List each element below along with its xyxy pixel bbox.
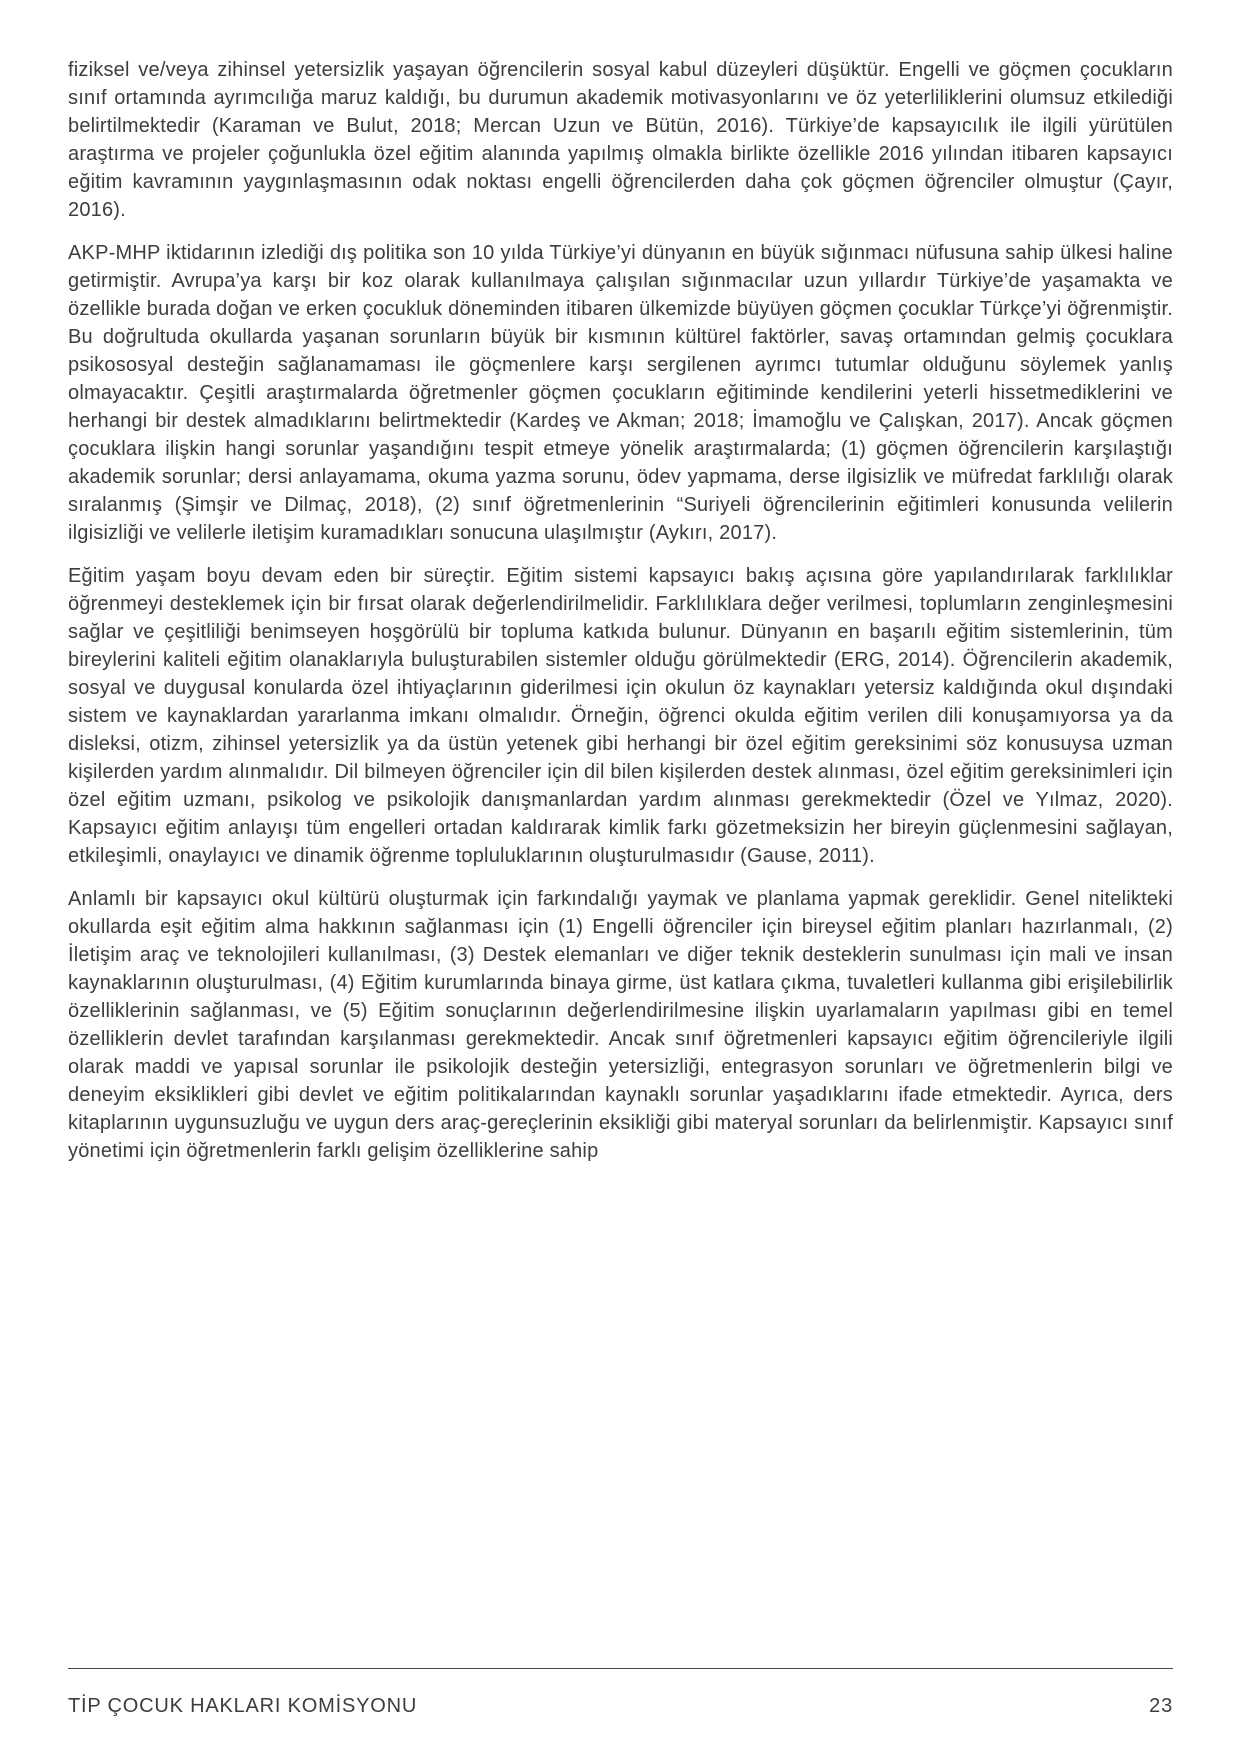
- paragraph: fiziksel ve/veya zihinsel yetersizlik yaşayan öğrencilerin sosyal kabul düzeyleri düşüktür. Engelli ve göçmen çocukların sınıf ortamında ayrımcılığa maruz kaldığı, bu durumun akademik motivasyonlarını ve öz yeterliliklerini olumsuz etkilediği belirtilmektedir (Karaman ve Bulut, 2018; Mercan Uzun ve Bütün, 2016). Türkiye’de kapsayıcılık ile ilgili yürütülen araştırma ve projeler çoğunlukla özel eğitim alanında yapılmış olmakla birlikte özellikle 2016 yılından itibaren kapsayıcı eğitim kavramının yaygınlaşmasının odak noktası engelli öğrencilerden daha çok göçmen öğrenciler olmuştur (Çayır, 2016).: [68, 59, 1173, 221]
- page-footer: [68, 1668, 1173, 1718]
- paragraph: AKP-MHP iktidarının izlediği dış politika son 10 yılda Türkiye’yi dünyanın en büyük sığınmacı nüfusuna sahip ülkesi haline getirmiştir. Avrupa’ya karşı bir koz olarak kullanılmaya çalışılan sığınmacılar uzun yıllardır Türkiye’de yaşamakta ve özellikle burada doğan ve erken çocukluk döneminden itibaren ülkemizde büyüyen göçmen çocuklar Türkçe’yi öğrenmiştir. Bu doğrultuda okullarda yaşanan sorunların büyük bir kısmının kültürel faktörler, savaş ortamından gelmiş çocuklara psikososyal desteğin sağlanamaması ile göçmenlere karşı sergilenen ayrımcı tutumlar olduğunu söylemek yanlış olmayacaktır. Çeşitli araştırmalarda öğretmenler göçmen çocukların eğitiminde kendilerini yeterli hissetmediklerini ve herhangi bir destek almadıklarını belirtmektedir (Kardeş ve Akman; 2018; İmamoğlu ve Çalışkan, 2017). Ancak göçmen çocuklara ilişkin hangi sorunlar yaşandığını tespit etmeye yönelik araştırmalarda; (1) göçmen öğrencilerin karşılaştığı akademik sorunlar; dersi anlayamama, okuma yazma sorunu, ödev yapmama, derse ilgisizlik ve müfredat farklılığı olarak sıralanmış (Şimşir ve Dilmaç, 2018), (2) sınıf öğretmenlerinin “Suriyeli öğrencilerinin eğitimleri konusunda velilerin ilgisizliği ve velilerle iletişim kuramadıkları sonucuna ulaşılmıştır (Aykırı, 2017).: [68, 242, 1173, 544]
- footer-title: TİP ÇOCUK HAKLARI KOMİSYONU: [68, 1695, 418, 1717]
- paragraph: Anlamlı bir kapsayıcı okul kültürü oluşturmak için farkındalığı yaymak ve planlama yapmak gereklidir. Genel nitelikteki okullarda eşit eğitim alma hakkının sağlanması için (1) Engelli öğrenciler için bireysel eğitim planları hazırlanmalı, (2) İletişim araç ve teknolojileri kullanılması, (3) Destek elemanları ve diğer teknik desteklerin sunulması için mali ve insan kaynaklarının oluşturulması, (4) Eğitim kurumlarında binaya girme, üst katlara çıkma, tuvaletleri kullanma gibi erişilebilirlik özelliklerinin sağlanması, ve (5) Eğitim sonuçlarının değerlendirilmesine ilişkin uyarlamaların yapılması gibi en temel özelliklerin devlet tarafından karşılanması gerekmektedir. Ancak sınıf öğretmenleri kapsayıcı eğitim öğrencileriyle ilgili olarak maddi ve yapısal sorunlar ile psikolojik desteğin yetersizliği, entegrasyon sorunları ve öğretmenlerin bilgi ve deneyim eksiklikleri gibi devlet ve eğitim politikalarından kaynaklı sorunlar yaşadıklarını ifade etmektedir. Ayrıca, ders kitaplarının uygunsuzluğu ve uygun ders araç-gereçlerinin eksikliği gibi materyal sorunları da belirlenmiştir. Kapsayıcı sınıf yönetimi için öğretmenlerin farklı gelişim özelliklerine sahip: [68, 888, 1173, 1162]
- footer-row: [68, 1695, 1173, 1718]
- paragraph: Eğitim yaşam boyu devam eden bir süreçtir. Eğitim sistemi kapsayıcı bakış açısına göre yapılandırılarak farklılıklar öğrenmeyi desteklemek için bir fırsat olarak değerlendirilmelidir. Farklılıklara değer verilmesi, toplumların zenginleşmesini sağlar ve çeşitliliği benimseyen hoşgörülü bir topluma katkıda bulunur. Dünyanın en başarılı eğitim sistemlerinin, tüm bireylerini kaliteli eğitim olanaklarıyla buluşturabilen sistemler olduğu görülmektedir (ERG, 2014). Öğrencilerin akademik, sosyal ve duygusal konularda özel ihtiyaçlarının giderilmesi için okulun öz kaynakları yetersiz kaldığında okul dışındaki sistem ve kaynaklardan yararlanma imkanı olmalıdır. Örneğin, öğrenci okulda eğitim verilen dili konuşamıyorsa ya da disleksi, otizm, zihinsel yetersizlik ya da üstün yetenek gibi herhangi bir özel eğitim gereksinimi söz konusuysa uzman kişilerden yardım alınmalıdır. Dil bilmeyen öğrenciler için dil bilen kişilerden destek alınması, özel eğitim gereksinimleri için özel eğitim uzmanı, psikolog ve psikolojik danışmanlardan yardım alınması gerekmektedir (Özel ve Yılmaz, 2020). Kapsayıcı eğitim anlayışı tüm engelleri ortadan kaldırarak kimlik farkı gözetmeksizin her bireyin güçlenmesini sağlayan, etkileşimli, onaylayıcı ve dinamik öğrenme topluluklarının oluşturulmasıdır (Gause, 2011).: [68, 565, 1173, 867]
- footer-divider: [68, 1668, 1173, 1669]
- page-number: 23: [1149, 1695, 1173, 1717]
- document-body: [68, 56, 1173, 1180]
